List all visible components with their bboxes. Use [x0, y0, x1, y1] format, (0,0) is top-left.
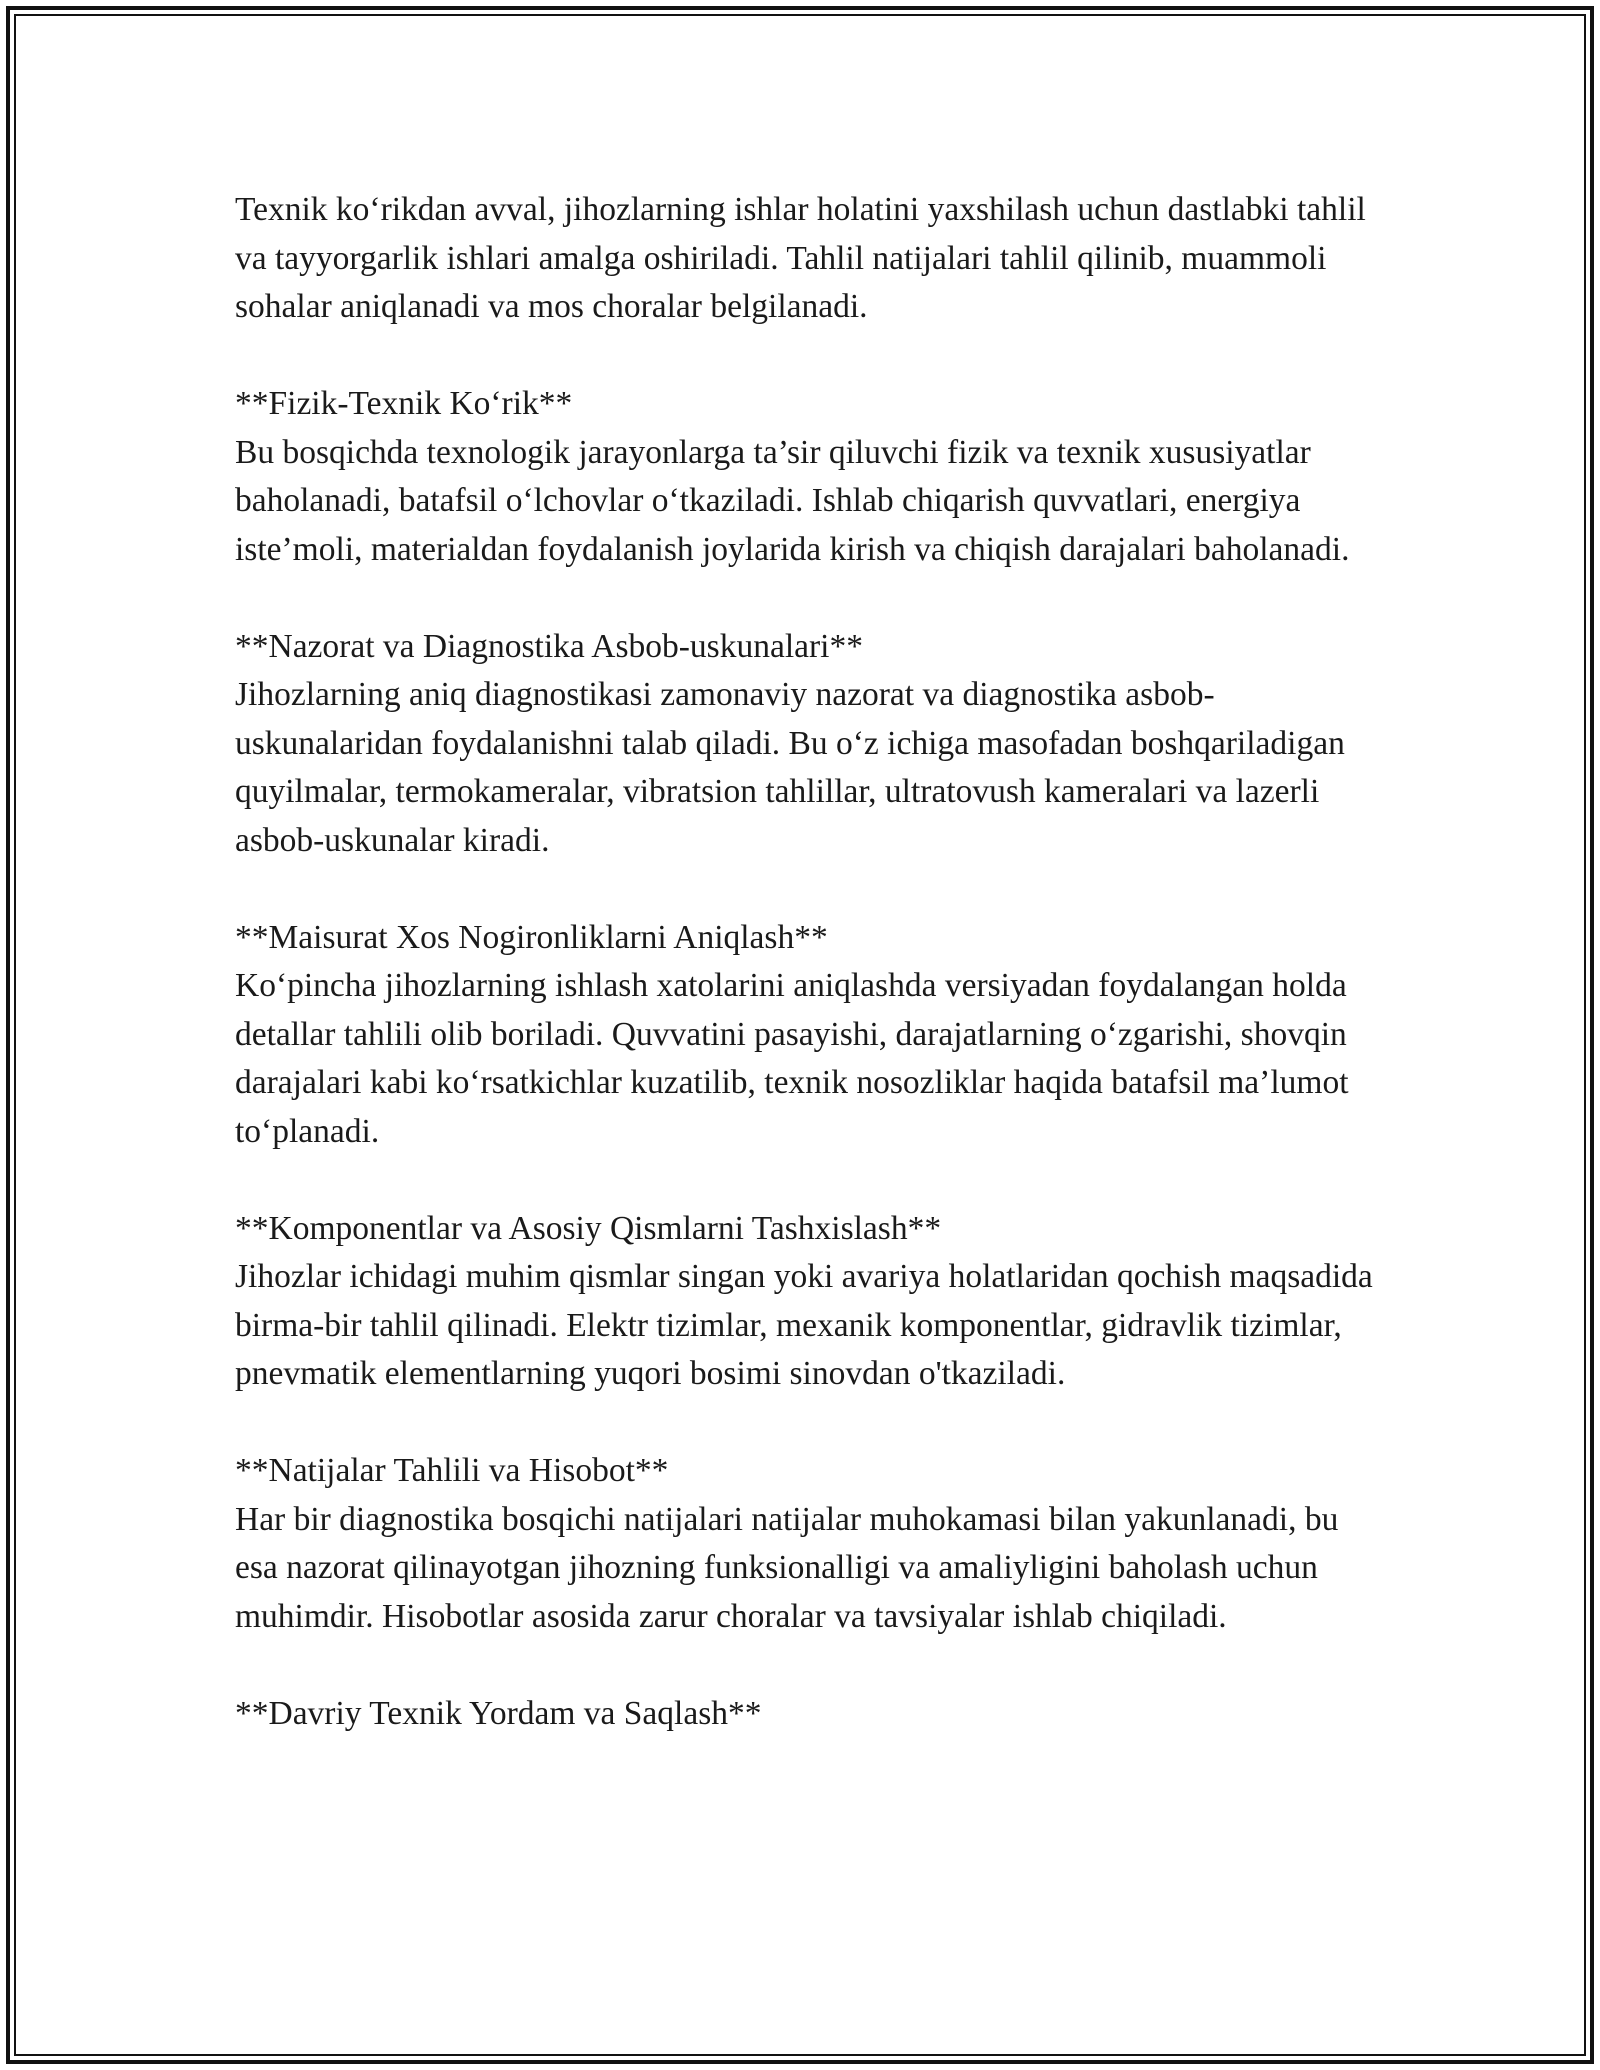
section-results-report: [235, 1447, 1385, 1641]
section-body: Har bir diagnostika bosqichi natijalari natijalar muhokamasi bilan yakunlanadi, bu esa nazorat qilinayotgan jihozning funksionalligi va amaliyligini baholash uchun muhimdir. Hisobotlar asosida zarur choralar va tavsiyalar ishlab chiqiladi.: [235, 1500, 1339, 1635]
section-heading: **Natijalar Tahlili va Hisobot**: [235, 1452, 669, 1489]
section-heading: **Fizik-Texnik Ko‘rik**: [235, 385, 573, 422]
section-body: Jihozlarning aniq diagnostikasi zamonaviy nazorat va diagnostika asbob-uskunalaridan foydalanishni talab qiladi. Bu o‘z ichiga masofadan boshqariladigan quyilmalar, termokameralar, vibratsion tahlillar, ultratovush kameralari va lazerli asbob-uskunalar kiradi.: [235, 676, 1345, 859]
section-body: Jihozlar ichidagi muhim qismlar singan yoki avariya holatlaridan qochish maqsadida birma-bir tahlil qilinadi. Elektr tizimlar, mexanik komponentlar, gidravlik tizimlar, pnevmatik elementlarning yuqori bosimi sinovdan o'tkaziladi.: [235, 1258, 1373, 1392]
section-physical-technical-inspection: [235, 380, 1385, 574]
section-control-diagnostic-equipment: [235, 623, 1385, 866]
section-heading: **Maisurat Xos Nogironliklarni Aniqlash**: [235, 918, 828, 956]
intro-paragraph: Texnik ko‘rikdan avval, jihozlarning ishlar holatini yaxshilash uchun dastlabki tahlil va tayyorgarlik ishlari amalga oshiriladi. Tahlil natijalari tahlil qilinib, muammoli sohalar aniqlanadi va mos choralar belgilanadi.: [235, 191, 1366, 325]
section-body: Bu bosqichda texnologik jarayonlarga ta’sir qiluvchi fizik va texnik xususiyatlar baholanadi, batafsil o‘lchovlar o‘tkaziladi. Ishlab chiqarish quvvatlari, energiya iste’moli, materialdan foydalanish joylarida kirish va chiqish darajalari baholanadi.: [235, 433, 1350, 568]
section-body: Ko‘pincha jihozlarning ishlash xatolarini aniqlashda versiyadan foydalangan holda detallar tahlili olib boriladi. Quvvatini pasayishi, darajatlarning o‘zgarishi, shovqin darajalari kabi ko‘rsatkichlar kuzatilib, texnik nosozliklar haqida batafsil ma’lumot to‘planadi.: [235, 967, 1349, 1150]
section-heading: **Komponentlar va Asosiy Qismlarni Tashxislash**: [235, 1209, 942, 1247]
section-component-diagnosis: [235, 1205, 1385, 1399]
section-heading: **Nazorat va Diagnostika Asbob-uskunalari**: [235, 627, 863, 665]
intro-paragraph-block: [235, 186, 1385, 332]
section-periodic-maintenance: [235, 1690, 1385, 1739]
section-heading: **Davriy Texnik Yordam va Saqlash**: [235, 1694, 762, 1732]
section-fault-detection: [235, 914, 1385, 1157]
document-body: [235, 186, 1385, 1787]
